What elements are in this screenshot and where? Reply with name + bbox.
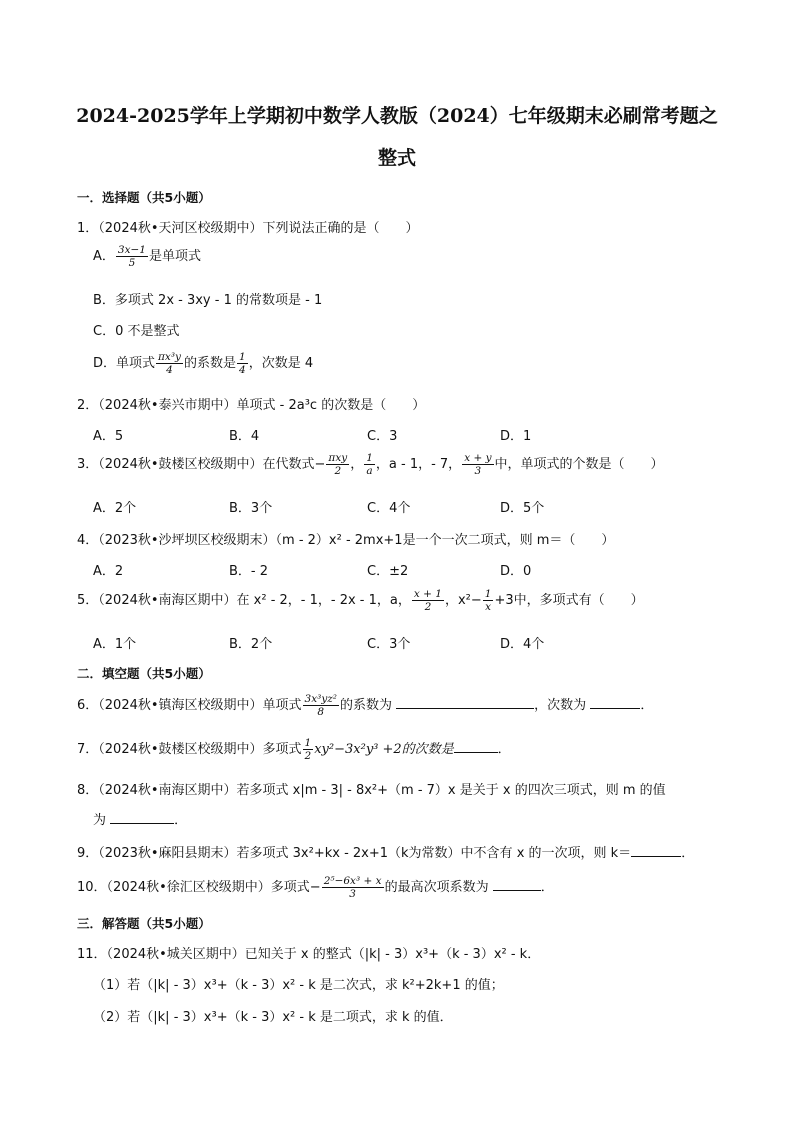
question-4-option-c: C．±2 — [367, 564, 409, 579]
question-11-part-1: （1）若（|k| - 3）x³+（k - 3）x² - k 是二次式，求 k²+2k+1 的值； — [93, 978, 504, 993]
question-4-option-d: D．0 — [500, 564, 532, 579]
fraction: $\frac{\text{πx³y}}{4}$ — [158, 351, 181, 376]
question-3-stem: 3．（2024秋•鼓楼区校级期中）在代数式− $\frac{\text{πxy}}{2}$ ， $\frac{1}{a}$ ，a - 1，- 7， $\frac{x + y}{3}$ 中，单项式的个数是（ ） — [77, 452, 664, 477]
question-1-option-c: C．0 不是整式 — [93, 324, 180, 339]
question-4-option-a: A．2 — [93, 564, 124, 579]
page-title-continued: 整式 — [377, 147, 416, 169]
question-3-option-a: A．2个 — [93, 501, 137, 516]
question-10-stem: 10．（2024秋•徐汇区校级期中）多项式− $\frac{\text{2⁵−6x³ + x}}{3}$ 的最高次项系数为 ． — [77, 875, 554, 900]
question-2-option-c: C．3 — [367, 429, 398, 444]
question-5-option-c: C．3个 — [367, 637, 411, 652]
question-2-option-b: B．4 — [229, 429, 260, 444]
answer-blank — [590, 696, 640, 709]
answer-blank — [110, 811, 174, 824]
fraction: $\frac{1}{4}$ — [239, 351, 246, 376]
fraction: $\frac{x + 1}{2}$ — [413, 588, 442, 613]
section-fill-heading: 二．填空题（共5小题） — [77, 666, 211, 681]
section-choice-heading: 一．选择题（共5小题） — [77, 190, 211, 205]
question-2-option-a: A．5 — [93, 429, 124, 444]
question-9-stem: 9．（2023秋•麻阳县期末）若多项式 3x²+kx - 2x+1（k为常数）中不含有 x 的一次项，则 k＝ ． — [77, 846, 695, 861]
fraction: $\frac{x + y}{3}$ — [464, 452, 492, 477]
question-3-option-c: C．4个 — [367, 501, 411, 516]
question-5-stem: 5．（2024秋•南海区期中）在 x² - 2，- 1，- 2x - 1，a， $\frac{x + 1}{2}$ ，x²− $\frac{1}{x}$ +3中，多项式有（ ） — [77, 588, 644, 613]
question-3-option-b: B．3个 — [229, 501, 273, 516]
question-8-stem: 8．（2024秋•南海区期中）若多项式 x|m - 3| - 8x²+（m - 7）x 是关于 x 的四次三项式，则 m 的值 — [77, 783, 666, 798]
fraction: $\frac{\text{πxy}}{2}$ — [328, 452, 348, 477]
fraction: $\frac{1}{a}$ — [366, 452, 373, 477]
fraction: $\frac{1}{2}$ — [304, 737, 312, 762]
fraction: $\frac{\text{2⁵−6x³ + x}}{3}$ — [323, 875, 382, 900]
page-title: 2024-2025学年上学期初中数学人教版（2024）七年级期末必刷常考题之 — [76, 105, 718, 127]
answer-blank — [396, 696, 534, 709]
question-1-stem: 1．（2024秋•天河区校级期中）下列说法正确的是（ ） — [77, 221, 419, 236]
question-1-option-b: B．多项式 2x - 3xy - 1 的常数项是 - 1 — [93, 293, 323, 308]
question-6-stem: 6．（2024秋•镇海区校级期中）单项式 $\frac{\text{3x³yz²}}{8}$ 的系数为 ，次数为 ． — [77, 693, 654, 718]
question-2-option-d: D．1 — [500, 429, 532, 444]
fraction: $\frac{3x-1}{5}$ — [117, 244, 146, 269]
fraction: $\frac{1}{x}$ — [484, 588, 492, 613]
question-4-stem: 4．（2023秋•沙坪坝区校级期末）（m - 2）x² - 2mx+1是一个一次二项式，则 m＝（ ） — [77, 533, 615, 548]
answer-blank — [454, 740, 498, 753]
question-11-stem: 11．（2024秋•城关区期中）已知关于 x 的整式（|k| - 3）x³+（k - 3）x² - k． — [77, 947, 541, 962]
question-5-option-a: A．1个 — [93, 637, 137, 652]
question-8-continued: 为 ． — [93, 813, 188, 828]
question-4-option-b: B．- 2 — [229, 564, 269, 579]
answer-blank — [631, 844, 681, 857]
section-solution-heading: 三．解答题（共5小题） — [77, 916, 211, 931]
question-1-option-a — [93, 244, 201, 269]
question-5-option-b: B．2个 — [229, 637, 273, 652]
question-3-option-d: D．5个 — [500, 501, 545, 516]
question-1-option-d: D．单项式 $\frac{\text{πx³y}}{4}$ 的系数是 $\frac{1}{4}$ ，次数是 4 — [93, 351, 314, 376]
question-11-part-2: （2）若（|k| - 3）x³+（k - 3）x² - k 是二项式，求 k 的值． — [93, 1010, 453, 1025]
option-a-text: 是单项式 — [149, 249, 202, 264]
answer-blank — [493, 878, 541, 891]
question-5-option-d: D．4个 — [500, 637, 545, 652]
question-7-stem: 7．（2024秋•鼓楼区校级期中）多项式 $\frac{1}{2}$ xy²−3x²y³ +2的次数是 ． — [77, 737, 511, 762]
question-2-stem: 2．（2024秋•泰兴市期中）单项式 - 2a³c 的次数是（ ） — [77, 398, 426, 413]
fraction: $\frac{\text{3x³yz²}}{8}$ — [304, 693, 338, 718]
option-a-label: A． — [93, 249, 115, 264]
